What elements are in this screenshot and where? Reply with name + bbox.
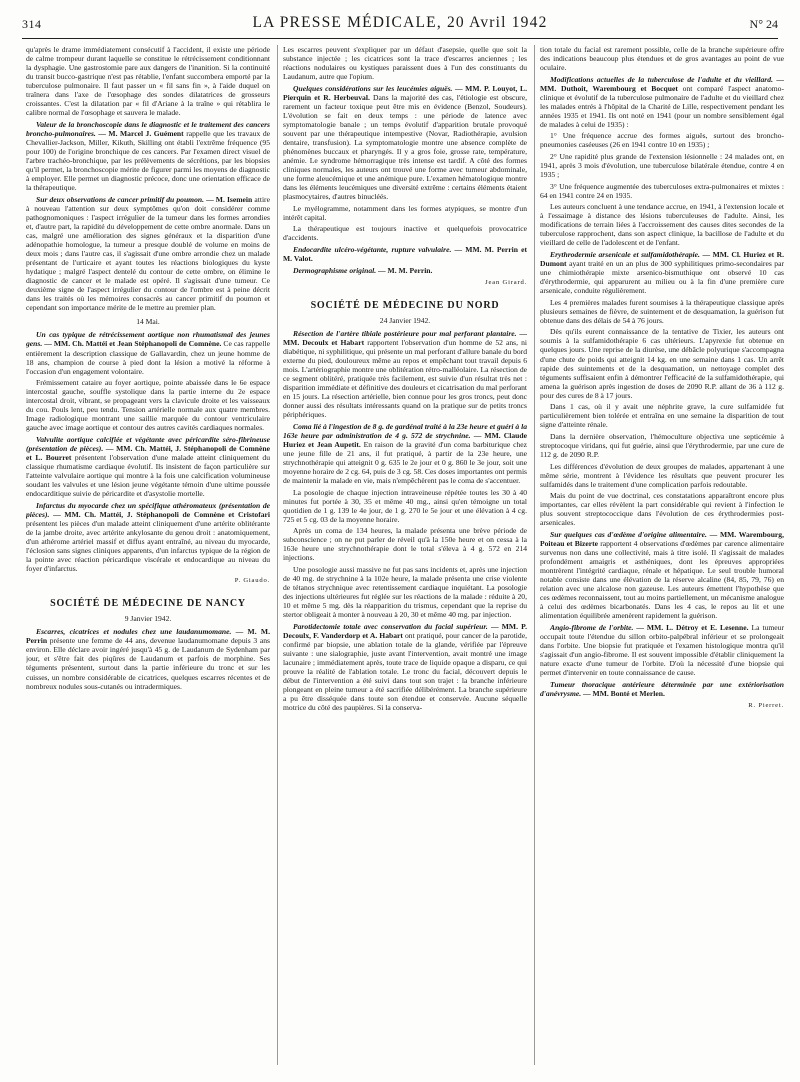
session-date: 14 Mai. — [136, 317, 160, 327]
article-text: La tumeur occupait toute l'étendue du sillon orbito-palpébral inférieur et se prolongeait dans l'orbite. Une biopsie fut pratiquée et l'examen histologique montra qu'il s'agissait d'un angio-fibrome. Il est souvent impossible d'établir cliniquement la nature exacte d'une tumeur de l'orbite. D'où la nécessité d'une biopsie qui permet d'intervenir en toute connaissance de cause. — [540, 622, 784, 678]
article-authors: — M. M. Perrin. — [378, 265, 433, 275]
article-title: Endocardite ulcéro-végétante, rupture valvulaire. — [293, 244, 452, 254]
article-authors: — M. M. Perrin — [26, 627, 270, 646]
article — [540, 530, 784, 620]
signature: P. Giaudo. — [234, 577, 270, 585]
paragraph: Après un coma de 134 heures, la malade présenta une brève période de subconscience ; on ne put parler de réveil qu'à la 150e heure et on cessa à la 163e heure une strychnothérapie dont le total s'éleva à 4 g. 572 en 214 injections. — [283, 526, 527, 563]
paragraph: Dès qu'ils eurent connaissance de la tentative de Tixier, les auteurs ont soumis à la sulfamidothérapie 6 cas ultérieurs. L'apyrexie fut obtenue en quelques jours. Une reprise de la diurèse, une débâcle polyurique s'accompagna d'une chute de poids qui atteignit 14 kg. en une semaine dans 1 cas. Un arrêt rapide des suintements et de la desquamation, un nettoyage complet des téguments suffisaient enfin à démontrer l'efficacité de la sulfamidothérapie, qui amena la guérison après ingestion de doses de 2090 R.P. allant de 36 à 112 g. pour des cures de 8 à 17 jours. — [540, 327, 784, 400]
article-text: rappelle que les travaux de Chevallier-Jackson, Miller, Kikuth, Skilling ont établi l'extrême fréquence (95 pour 100) de l'origine bronchique de ces cancers. Par l'examen direct visuel de l'arbre trachéo-bronchique, par les prélèvements de sécrétions, par les biopsies qu'il permet, la bronchoscopie mérite de figurer parmi les moyens de diagnostic à employer. Elle permet un diagnostic précoce, donc une orientation efficace de la thérapeutique. — [26, 128, 270, 193]
article — [26, 435, 270, 498]
article-title: Infarctus du myocarde chez un spécifique athéromateux (présentation de pièces). — [26, 500, 270, 519]
article-authors: — MM. L. Détroy et E. Lesenne. — [636, 622, 749, 632]
article — [540, 623, 784, 677]
article — [26, 330, 270, 375]
article-authors: — M. Isemein — [206, 194, 253, 204]
article — [26, 120, 270, 192]
article-text: présentent l'observation d'une malade atteint cliniquement du classique rhumatisme cardiaque évolutif. Ils insistent de façon particulière sur l'atteinte valvulaire aortique qui montre à la fois une calcification volumineuse soudant les valvules et une lésion jeune végétante témoin d'une ultime poussée endocarditique suivie de péricardite et d'asystolie mortelle. — [26, 453, 270, 499]
article-authors: — MM. M. Perrin et M. Valot. — [283, 244, 527, 264]
article-authors: — MM. Cl. Huriez et R. Dumont — [540, 249, 784, 269]
article-authors: — MM. Warembourg, Poiteau et Bizerte — [540, 529, 784, 548]
session-date: 9 Janvier 1942. — [124, 614, 172, 624]
article — [283, 266, 527, 275]
article-text: rapportent 4 observations d'œdèmes par carence alimentaire survenus non dans une collectivité, mais à titre isolé. Il s'agissait de malades profondément amaigris et asthéniques, dont les épreuves appropriées montrèrent l'intégrité cardiaque, rénale et hépatique. Le seul trouble humoral notable consiste dans une élévation de la réserve alcaline (84, 85, 79, 76) en relation avec une alcalose non gazeuse. Les auteurs émettent l'hypothèse que ces œdèmes reconnaissent, tout au moins partiellement, un mécanisme analogue à celui des œdèmes bicarbonatés. Dans les 4 cas, le repos au lit et une alimentation équilibrée amenèrent rapidement la guérison. — [540, 538, 784, 621]
article-text: présente une femme de 44 ans, devenue laudanumomane depuis 3 ans environ. Elle déclare avoir ingéré jusqu'à 45 g. de Laudanum de Sydenham par jour, et s'être fait des piqûres de Laudanum et parfois de morphine. Ses téguments présentent, surtout dans la partie inférieure du tronc et sur les cuisses, un nombre considérable de cicatrices, quelques escarres récentes et de nombreux nodules sous-cutanés ou intradermiques. — [26, 636, 270, 691]
paragraph: Les différences d'évolution de deux groupes de malades, appartenant à une même série, montrent à l'évidence les résultats que peuvent procurer les sulfamidés dans le traitement d'une complication parfois redoutable. — [540, 461, 784, 489]
list-item: 3° Une fréquence augmentée des tuberculoses extra-pulmonaires et mixtes : 64 en 1941 contre 24 en 1935. — [540, 181, 784, 200]
article-authors: — MM. Ch. Mattéi, J. Stéphanopoli de Comnène et L. Bourret — [26, 443, 270, 463]
article-text: ayant traité en un an plus de 300 syphilitiques primo-secondaires par une chimiothérapie mixte arsenico-bismuthique ont observé 10 cas d'érythrodermie, qui apparurent au milieu ou à la fin d'une première cure arsenicale, conduite régulièrement. — [540, 259, 784, 296]
paragraph: La posologie de chaque injection intraveineuse répétée toutes les 30 à 40 minutes fut portée à 30, 35 et même 40 mg., ainsi qu'en témoigne un total quotidien de 1 g. 139 le 4e jour, de 1 g. 270 le 5e jour et une élévation à 4 cg. 725 et 5 cg. 03 de la moyenne horaire. — [283, 487, 527, 524]
paragraph: Les auteurs concluent à une tendance accrue, en 1941, à l'extension locale et à l'essaimage à distance des lésions tuberculeuses de l'adulte. Ainsi, les modifications de terrain liées à l'accroissement des causes dites secondes de la tuberculose rapprochent, dans son aspect clinique, la bacillose de l'adulte et du vieillard de celle de l'adolescent et de l'enfant. — [540, 202, 784, 248]
list-item: 2° Une rapidité plus grande de l'extension lésionnelle : 24 malades ont, en 1941, après 3 mois d'évolution, une tuberculose bilatérale étendue, contre 4 en 1935 ; — [540, 152, 784, 180]
article-title: Dermographisme original. — [293, 265, 377, 275]
article — [283, 245, 527, 263]
paragraph: Frémissement cataire au foyer aortique, pointe abaissée dans le 6e espace intercostal gauche, souffle systolique dans la partie interne du 2e espace intercostal droit, vibrant, se propageant vers la clavicule droite et les vaisseaux du cou. Pouls lent, peu tendu. Tension artérielle normale aux quatre membres. Image radiologique montrant une saillie marquée du contour ventriculaire gauche avec image aortique et contour des autres cavités cardiaques normales. — [26, 378, 270, 433]
header-rule — [22, 38, 778, 39]
section-heading: SOCIÉTÉ DE MÉDECINE DE NANCY — [50, 598, 246, 610]
article — [26, 627, 270, 690]
article-authors: — MM. Claude Huriez et Jean Aupetit. — [283, 430, 527, 449]
article-title: Résection de l'artère tibiale postérieure pour mal perforant plantaire. — [293, 328, 517, 338]
article — [283, 84, 527, 202]
article-title: Un cas typique de rétrécissement aortique non rhumatismal des jeunes gens. — [26, 330, 270, 349]
article-text: rapportent l'observation d'un homme de 52 ans, ni diabétique, ni syphilitique, qui présente un mal perforant d'allure banale du bord externe du pied, douloureux même au repos et empêchant tout travail depuis 6 mois. L'artériographie montre une oblitération rétro-malléolaire. La résection de ce segment oblitéré, pratiquée très facilement, est suivie d'un résultat très net : disparition immédiate et définitive des douleurs et cicatrisation du mal perforant en 15 jours. La résection artérielle, bien connue pour les gros troncs, peut donc donner aussi des résultats intéressants quand on la pratique sur de petits troncs périphériques. — [283, 337, 527, 420]
article — [283, 329, 527, 419]
article-authors: — MM. P. Louyot, L. Pierquin et R. Herbeuval. — [283, 83, 527, 102]
paragraph: Le myélogramme, notamment dans les formes atypiques, se montre d'un intérêt capital. — [283, 203, 527, 222]
article — [283, 622, 527, 712]
article-text: présentent les pièces d'un malade atteint cliniquement d'une artérite oblitérante de la jambe droite, avec artérite ankylosante du genou droit : anatomiquement, d'un athérome artériel massif et diffus ayant entraîné, au niveau du myocarde, l'éclosion sans signes cliniques apparents, d'un infarctus typique de la région de la pointe avec réaction péricardique viscérale et endocardique au niveau du foyer d'infarctus. — [26, 518, 270, 574]
article-title: Valeur de la bronchoscopie dans le diagnostic et le traitement des cancers broncho-pulmonaires. — [26, 119, 270, 138]
paragraph: Dans 1 cas, où il y avait une néphrite grave, la cure sulfamidée fut particulièrement bien tolérée et entraîna en une semaine la disparition de tout signe d'atteinte rénale. — [540, 402, 784, 430]
page-header — [22, 14, 778, 36]
article — [540, 250, 784, 295]
article — [540, 75, 784, 129]
article-text: En raison de la gravité d'un coma barbiturique chez une jeune fille de 21 ans, il fut pratiqué, à partir de la 23e heure, une strychnothérapie qui atteignit 0 g. 635 le 2e jour et 0 g. 860 le 3e jour, soit une moyenne horaire de 2 cg. 64, puis de 3 cg. 58. Ces doses importantes ont permis de maintenir la malade en vie, mais n'empêchèrent pas le coma de s'accentuer. — [283, 439, 527, 486]
article-authors: — MM. Ch. Mattéi et Jean Stéphanopoli de Comnène. — [44, 339, 222, 349]
article-authors: — MM. Duthoit, Warembourg et Bocquet — [540, 74, 784, 93]
signature: Jean Girard. — [485, 278, 527, 286]
article-title: Angio-fibrome de l'orbite. — [550, 622, 634, 632]
article — [26, 501, 270, 573]
signature: R. Pierret. — [748, 701, 784, 709]
paragraph: Les escarres peuvent s'expliquer par un défaut d'asepsie, quelle que soit la substance injectée ; les cicatrices sont la trace d'escarres anciennes ; les réactions nodulaires ou kystiques paraissent dues à l'un des constituants du Laudanum, autre que l'opium. — [283, 45, 527, 82]
article — [26, 195, 270, 313]
paragraph: La thérapeutique est toujours inactive et quelquefois provocatrice d'accidents. — [283, 224, 527, 243]
article-title: Coma lié à l'ingestion de 8 g. de gardénal traité à la 23e heure et guéri à la 163e heure par administration de 4 g. 572 de strychnine. — [283, 421, 527, 440]
column-2 — [283, 45, 527, 1065]
article-title: Erythrodermie arsenicale et sulfamidothérapie. — [550, 249, 700, 259]
column-divider — [534, 45, 535, 1065]
article-title: Quelques considérations sur les leucémies aiguës. — [293, 83, 453, 93]
article-text: ont comparé l'aspect anatomo-clinique et évolutif de la tuberculose pulmonaire de l'adulte et du vieillard chez les malades entrés à l'hôpital de la Charité de Lille, respectivement pendant les années 1935 et 1941. Ils ont noté en 1941 (pour un nombre sensiblement égal de malades à celui de 1935) : — [540, 83, 784, 129]
section-heading: SOCIÉTÉ DE MÉDECINE DU NORD — [310, 299, 500, 311]
column-3 — [540, 45, 784, 1065]
article-text: ont pratiqué, pour cancer de la parotide, confirmé par biopsie, une ablation totale de la glande, vérifiée par l'épreuve suivante : une sialographie, juste avant l'intervention, avait montré une image lacunaire ; immédiatement après, toute trace de liquide opaque a disparu, ce qui prouve la réalité de l'ablation totale. Le tronc du facial, découvert depuis le début de l'intervention a été suivi dans tout son trajet : la branche inférieure plongeant en pleine tumeur a été sacrifiée délibérément. La branche supérieure a pu être disséquée dans toute son étendue et conservée. Aucune séquelle motrice du côté des paupières. Si la conserva- — [283, 630, 527, 713]
article-authors: — MM. P. Decoulx, F. Vanderdorp et A. Habart — [283, 621, 527, 640]
article-authors: — MM. Decoulx et Habart — [283, 328, 527, 347]
paragraph: qu'après le drame immédiatement consécutif à l'accident, il existe une période de calme trompeur durant laquelle se constitue le rétrécissement conditionnant la dysphagie. Une gastrostomie pare aux dangers de l'inanition. Si la continuité du transit bucco-gastrique n'est pas rétablie, l'enfant succombera emporté par la tuberculose pulmonaire. Il faut passer un « fil sans fin », à l'aide duquel on traînera dans l'axe de l'œsophage des sondes dilatatrices de grosseurs croissantes. C'est la dilatation par « fil d'Ariane à la traîne » qui rétablira le calibre normal de l'œsophage et sauvera le malade. — [26, 45, 270, 118]
article-title: Valvulite aortique calcifiée et végétante avec péricardite séro-fibrineuse (présentation de pièces). — [26, 434, 270, 453]
article-text: Ce cas rappelle entièrement la description classique de Gallavardin, chez un jeune homme de 18 ans, champion de course à pied dont la lésion a motivé la réforme à l'occasion d'un engagement volontaire. — [26, 339, 270, 376]
article-authors: — MM. Bonté et Merlen. — [583, 688, 665, 698]
journal-title: LA PRESSE MÉDICALE, 20 Avril 1942 — [252, 14, 548, 31]
article — [540, 680, 784, 698]
paragraph: Dans la dernière observation, l'hémoculture objectiva une septicémie à streptocoque viridans, qui fut guérie, ainsi que l'érythrodermie, par une cure de 112 g. de 2090 R.P. — [540, 431, 784, 459]
article-title: Parotidectomie totale avec conservation du facial supérieur. — [293, 621, 488, 631]
paragraph: tion totale du facial est rarement possible, celle de la branche supérieure offre des indications beaucoup plus étendues et de gros avantages au point de vue oculaire. — [540, 45, 784, 73]
article-text: Dans la majorité des cas, l'étiologie est obscure, rarement un facteur toxique peut être mis en évidence (Benzol, Soudeurs). L'évolution se fait en deux temps : une période de latence avec symptomatologie banale ; un temps évolutif d'apparition brutale provoqué souvent par une thérapeutique intempestive (Novar, Radiothérapie, avulsion dentaire, transfusion). La symptomatologie montre une absence complète de phénomènes buccaux et pharyngés. Il y a gros foie, grosse rate, température, anémie. Le syndrome hémorragique très intense est tardif. A côté des formes cliniques normales, les auteurs ont trouvé une forme avec tumeur abdominale, une forme aleucémique et une anémique pure. L'examen hématologique montre dans les éléments leucémiques une diversité extrême : certains éléments étaient plasmocytaires, d'autres binucléés. — [283, 92, 527, 202]
article-text: attire à nouveau l'attention sur deux symptômes qu'on doit considérer comme pathognomoniques : l'aspect irrégulier de la tumeur dans les formes arrondies et, d'autre part, la rapidité du développement de cette ombre anormale. Dans un cas, malgré une amélioration des signes généraux et la disparition d'une adénopathie homologue, la tumeur a presque doublé de volume en moins de deux mois ; dans l'autre cas, il s'agissait d'une ombre arrondie chez un malade présentant de l'urticaire et ayant toutes les réactions biologiques du kyste hydatique ; malgré l'aspect dentelé du contour de cette ombre, on élimine le diagnostic de cancer et le malade est opéré. Il s'agissait d'une tumeur. Ce deuxième signe de l'aspect irrégulier du contour de l'ombre est à peine décrit dans les traités où les mémoires consacrés au cancer primitif du poumon et cependant son importance mérite de le mettre au premier plan. — [26, 194, 270, 313]
paragraph: Mais du point de vue doctrinal, ces constatations apparaîtront encore plus importantes, car elles révèlent la part considérable qui revient à l'infection le plus souvent streptococcique dans l'évolution de ces érythrodermies post-arsenicales. — [540, 491, 784, 528]
article-title: Sur deux observations de cancer primitif du poumon. — [36, 194, 205, 204]
article-title: Escarres, cicatrices et nodules chez une laudanumomane. — [36, 627, 232, 637]
article-authors: — M. Marcel J. Guément — [98, 128, 184, 138]
page-number: 314 — [22, 17, 42, 31]
article — [283, 422, 527, 485]
issue-number: N° 24 — [749, 17, 778, 31]
list-item: 1° Une fréquence accrue des formes aiguës, surtout des broncho-pneumonies caséeuses (26 en 1941 contre 10 en 1935) ; — [540, 131, 784, 150]
paragraph: Les 4 premières malades furent soumises à la thérapeutique classique après plusieurs semaines de fièvre, de suintement et de desquamation, la guérison fut obtenue dans des délais de 54 à 76 jours. — [540, 297, 784, 325]
column-divider — [277, 45, 278, 1065]
paragraph: Une posologie aussi massive ne fut pas sans incidents et, après une injection de 40 mg. de strychnine à la 102e heure, la malade présenta une crise violente de tétanos strychnique avec retentissement cardiaque inquiétant. La posologie des injections ultérieures fut réglée sur les réactions de la malade : réduite à 20, 10 et même 5 mg. dès la réapparition du trismus, cependant que la reprise du stertor obligeait à monter à nouveau à 20, 30 et même 40 mg. par injection. — [283, 564, 527, 620]
article-title: Modifications actuelles de la tuberculose de l'adulte et du vieillard. — [550, 74, 773, 84]
column-1 — [26, 45, 270, 1065]
article-title: Sur quelques cas d'œdème d'origine alimentaire. — [550, 529, 707, 539]
session-date: 24 Janvier 1942. — [379, 315, 431, 325]
article-authors: — MM. Ch. Mattéi, J. Stéphanopoli de Comnène et Cristofari — [53, 509, 270, 519]
article-title: Tumeur thoracique antérieure déterminée par une extériorisation d'anévrysme. — [540, 679, 784, 698]
